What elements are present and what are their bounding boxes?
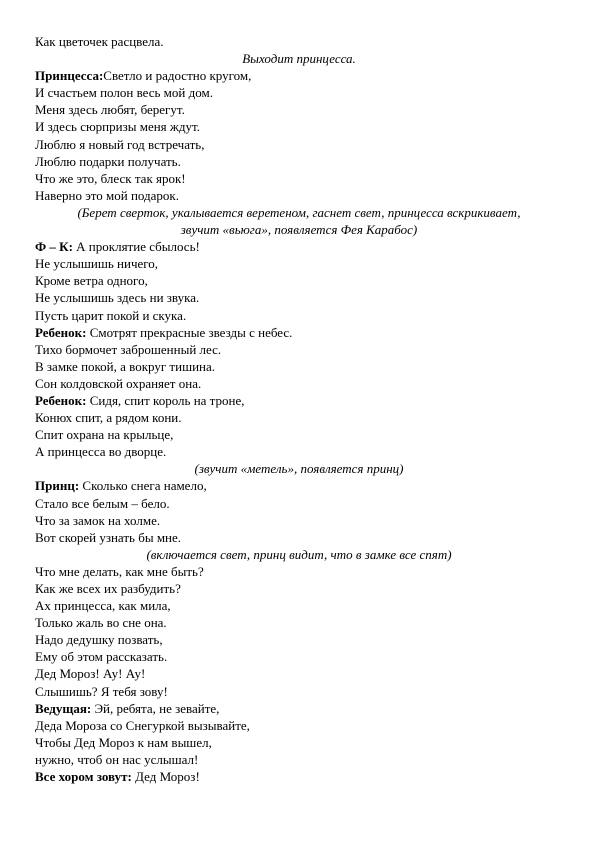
line-text: Как цветочек расцвела. xyxy=(35,34,164,49)
line-text: Светло и радостно кругом, xyxy=(103,68,252,84)
line-text: Деда Мороза со Снегуркой вызывайте, xyxy=(35,717,250,733)
line-text: Наверно это мой подарок. xyxy=(35,187,180,203)
speaker-line xyxy=(35,392,563,409)
line-text: Люблю подарки получать. xyxy=(35,153,181,169)
line-text: Что мне делать, как мне быть? xyxy=(35,563,204,579)
line-text: Сидя, спит король на троне, xyxy=(86,392,245,408)
line-text: Как же всех их разбудить? xyxy=(35,581,181,596)
verse-line xyxy=(35,101,563,118)
verse-line xyxy=(35,529,563,546)
verse-line xyxy=(35,597,563,614)
line-text: Не услышишь здесь ни звука. xyxy=(35,290,200,306)
verse-line xyxy=(35,358,563,375)
verse-line xyxy=(35,563,563,580)
line-text: Дед Мороз! Ау! Ау! xyxy=(35,666,146,682)
line-text: Только жаль во сне она. xyxy=(35,615,167,631)
verse-line xyxy=(35,375,563,392)
verse-line xyxy=(35,648,563,665)
verse-line xyxy=(35,665,563,682)
line-text: Что за замок на холме. xyxy=(35,512,161,528)
line-text: Не услышишь ничего, xyxy=(35,256,159,272)
verse-line xyxy=(35,84,563,101)
speaker-line xyxy=(35,238,563,255)
line-text: Сон колдовской охраняет она. xyxy=(35,375,202,391)
verse-line xyxy=(35,187,563,204)
play-script-text xyxy=(35,33,563,785)
speaker-line xyxy=(35,67,563,84)
stage-direction: звучит «вьюга», появляется Фея Карабос) xyxy=(180,222,418,238)
verse-line xyxy=(35,307,563,324)
line-text: И здесь сюрпризы меня ждут. xyxy=(35,119,200,135)
verse-line xyxy=(35,255,563,272)
stage-direction: Выходит принцесса. xyxy=(242,51,356,67)
speaker-name: Ребенок: xyxy=(35,392,87,408)
stage-direction: (звучит «метель», появляется принц) xyxy=(194,461,404,477)
verse-line xyxy=(35,734,563,751)
speaker-name: Ведущая: xyxy=(35,700,92,716)
speaker-line xyxy=(35,477,563,494)
line-text: Кроме ветра одного, xyxy=(35,273,148,289)
line-text: Стало все белым – бело. xyxy=(35,495,170,511)
line-text: Дед Мороз! xyxy=(131,769,200,785)
verse-line xyxy=(35,136,563,153)
line-text: Вот скорей узнать бы мне. xyxy=(35,529,182,545)
line-text: Меня здесь любят, берегут. xyxy=(35,102,185,118)
line-text: И счастьем полон весь мой дом. xyxy=(35,85,213,101)
verse-line xyxy=(35,341,563,358)
speaker-name: Все хором зовут: xyxy=(35,769,132,785)
line-text: Тихо бормочет заброшенный лес. xyxy=(35,341,222,357)
line-text: Сколько снега намело, xyxy=(79,478,207,494)
verse-line xyxy=(35,170,563,187)
speaker-name: Принц: xyxy=(35,478,80,494)
speaker-line xyxy=(35,324,563,341)
line-text: Чтобы Дед Мороз к нам вышел, xyxy=(35,734,212,750)
verse-line xyxy=(35,495,563,512)
verse-line xyxy=(35,153,563,170)
verse-line xyxy=(35,683,563,700)
speaker-name: Ребенок: xyxy=(35,324,87,340)
speaker-line xyxy=(35,768,563,785)
line-text: А проклятие сбылось! xyxy=(72,239,200,255)
verse-line xyxy=(35,118,563,135)
line-text: Эй, ребята, не зевайте, xyxy=(91,700,220,716)
speaker-line xyxy=(35,700,563,717)
verse-line xyxy=(35,272,563,289)
line-text: Конюх спит, а рядом кони. xyxy=(35,410,182,426)
verse-line xyxy=(35,614,563,631)
verse-line xyxy=(35,512,563,529)
speaker-name: Принцесса: xyxy=(35,68,104,84)
verse-line xyxy=(35,631,563,648)
verse-line xyxy=(35,289,563,306)
verse-line xyxy=(35,426,563,443)
line-text: нужно, чтоб он нас услышал! xyxy=(35,751,199,767)
line-text: Что же это, блеск так ярок! xyxy=(35,170,186,186)
stage-direction: (Берет сверток, укалывается веретеном, гаснет свет, принцесса вскрикивает, xyxy=(77,204,521,220)
line-text: Надо дедушку позвать, xyxy=(35,632,163,648)
line-text: Люблю я новый год встречать, xyxy=(35,136,205,152)
line-text: А принцесса во дворце. xyxy=(35,444,167,460)
stage-direction: (включается свет, принц видит, что в замке все спят) xyxy=(146,546,452,562)
line-text: Слышишь? Я тебя зову! xyxy=(35,683,168,699)
verse-line xyxy=(35,717,563,734)
verse-line xyxy=(35,751,563,768)
line-text: Ах принцесса, как мила, xyxy=(35,598,171,614)
line-text: Ему об этом рассказать. xyxy=(35,649,168,665)
line-text: Спит охрана на крыльце, xyxy=(35,427,174,443)
verse-line xyxy=(35,443,563,460)
line-text: Пусть царит покой и скука. xyxy=(35,307,187,323)
verse-line xyxy=(35,580,563,597)
line-text: Смотрят прекрасные звезды с небес. xyxy=(86,324,293,340)
line-text: В замке покой, а вокруг тишина. xyxy=(35,358,216,374)
verse-line xyxy=(35,33,563,50)
speaker-name: Ф – К: xyxy=(35,239,73,255)
verse-line xyxy=(35,409,563,426)
